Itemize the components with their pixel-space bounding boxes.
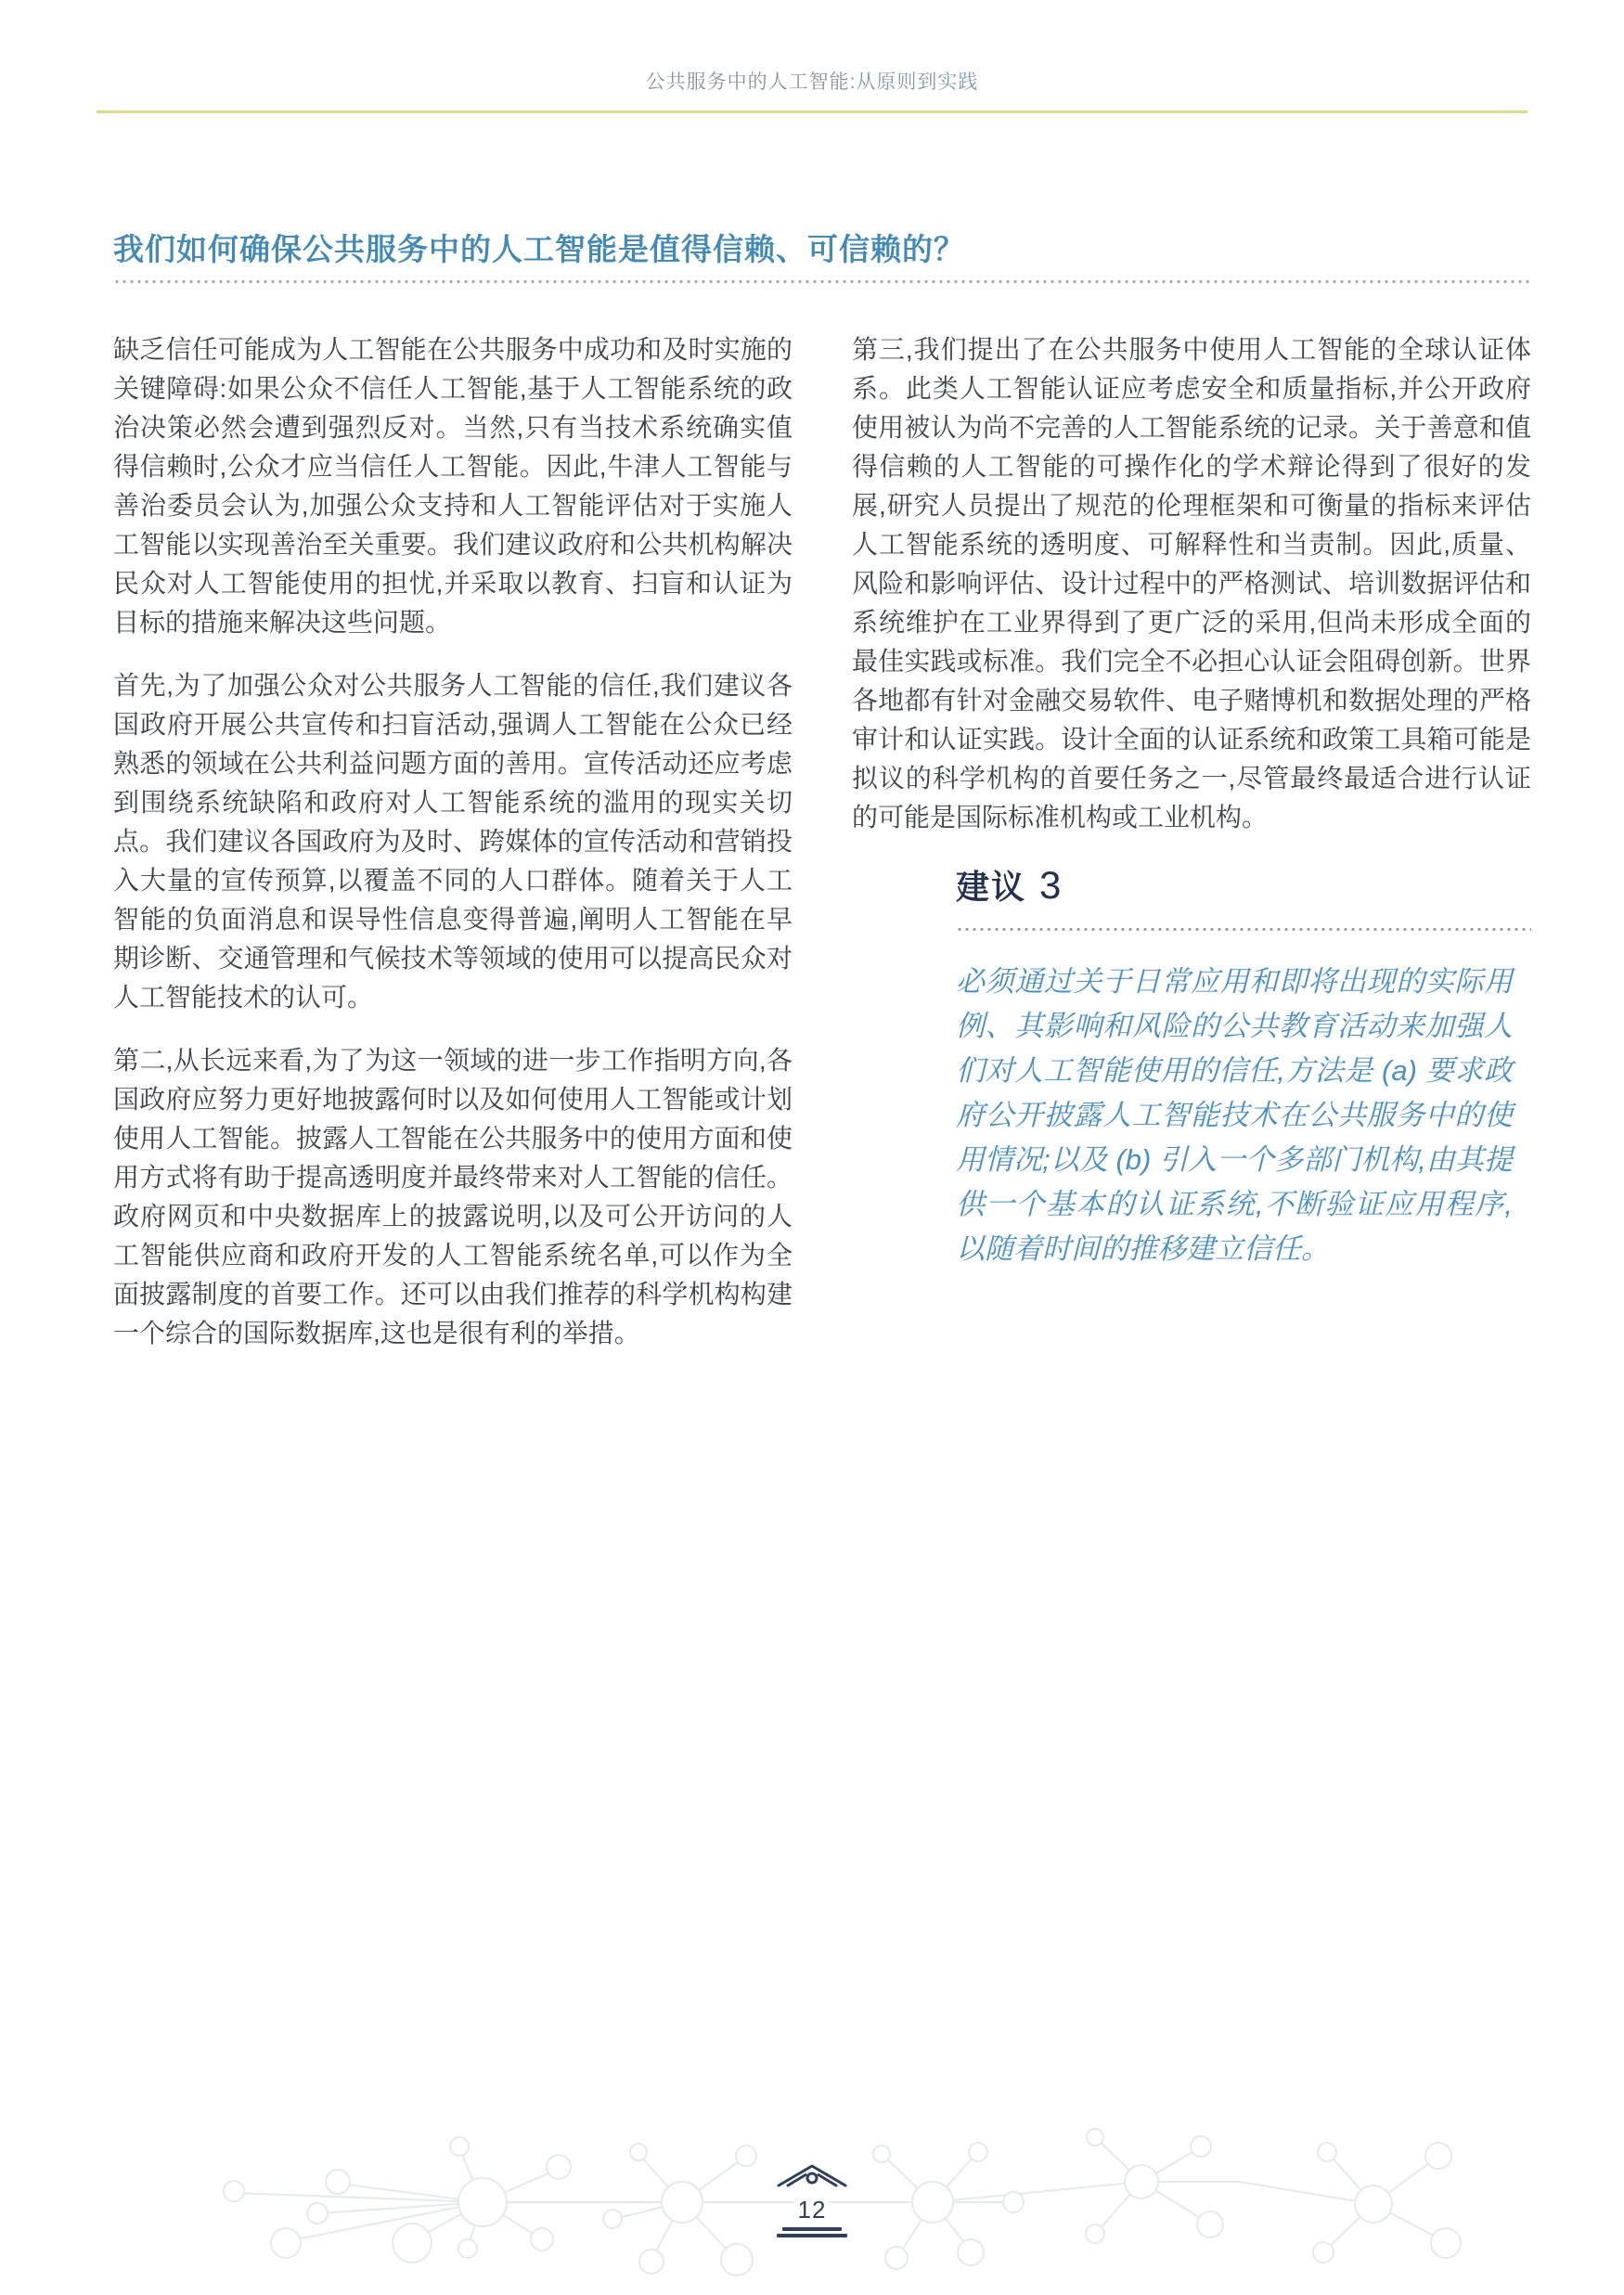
body-columns <box>113 330 1531 1377</box>
heading-dotted-divider <box>113 279 1531 284</box>
footer-rule-top <box>782 2227 842 2231</box>
recommendation-number: 3 <box>1039 863 1062 907</box>
header-divider-line <box>97 110 1527 113</box>
paragraph-first-recommendation: 首先,为了加强公众对公共服务人工智能的信任,我们建议各国政府开展公共宣传和扫盲活动,强调人工智能在公众已经熟悉的领域在公共利益问题方面的善用。宣传活动还应考虑到围绕系统缺陷和政府对人工智能系统的滥用的现实关切点。我们建议各国政府为及时、跨媒体的宣传活动和营销投入大量的宣传预算,以覆盖不同的人口群体。随着关于人工智能的负面消息和误导性信息变得普遍,阐明人工智能在早期诊断、交通管理和气候技术等领域的使用可以提高民众对人工智能技术的认可。 <box>113 671 793 1012</box>
recommendation-body-text: 必须通过关于日常应用和即将出现的实际用例、其影响和风险的公共教育活动来加强人们对人工智能使用的信任,方法是 (a) 要求政府公开披露人工智能技术在公共服务中的使用情况;以及 (b) 引入一个多部门机构,由其提供一个基本的认证系统,不断验证应用程序,以随着时间的推移建立信任。 <box>956 965 1513 1265</box>
running-header <box>0 67 1624 95</box>
paragraph-trust-barrier: 缺乏信任可能成为人工智能在公共服务中成功和及时实施的关键障碍:如果公众不信任人工智能,基于人工智能系统的政治决策必然会遭到强烈反对。当然,只有当技术系统确实值得信赖时,公众才应当信任人工智能。因此,牛津人工智能与善治委员会认为,加强公众支持和人工智能评估对于实施人工智能以实现善治至关重要。我们建议政府和公共机构解决民众对人工智能使用的担忧,并采取以教育、扫盲和认证为目标的措施来解决这些问题。 <box>113 335 793 637</box>
header-title-part2: 从原则到实践 <box>856 71 979 93</box>
page-footer <box>747 2160 877 2237</box>
institution-logo-icon <box>775 2160 849 2190</box>
recommendation-dotted-divider <box>956 927 1531 932</box>
right-column <box>852 330 1531 1377</box>
recommendation-3-block <box>852 861 1531 1271</box>
recommendation-label: 建议 <box>956 868 1027 906</box>
paragraph-second-recommendation: 第二,从长远来看,为了为这一领域的进一步工作指明方向,各国政府应努力更好地披露何时以及如何使用人工智能或计划使用人工智能。披露人工智能在公共服务中的使用方面和使用方式将有助于提高透明度并最终带来对人工智能的信任。政府网页和中央数据库上的披露说明,以及可公开访问的人工智能供应商和政府开发的人工智能系统名单,可以作为全面披露制度的首要工作。还可以由我们推荐的科学机构构建一个综合的国际数据库,这也是很有利的举措。 <box>113 1046 793 1347</box>
left-column <box>113 330 793 1377</box>
footer-rule-bottom <box>777 2234 847 2237</box>
recommendation-3-heading <box>956 861 1531 909</box>
page-number: 12 <box>797 2196 827 2224</box>
section-heading: 我们如何确保公共服务中的人工智能是值得信赖、可信赖的？ <box>113 232 965 266</box>
paragraph-third-recommendation: 第三,我们提出了在公共服务中使用人工智能的全球认证体系。此类人工智能认证应考虑安全和质量指标,并公开政府使用被认为尚不完善的人工智能系统的记录。关于善意和值得信赖的人工智能的可操作化的学术辩论得到了很好的发展,研究人员提出了规范的伦理框架和可衡量的指标来评估人工智能系统的透明度、可解释性和当责制。因此,质量、风险和影响评估、设计过程中的严格测试、培训数据评估和系统维护在工业界得到了更广泛的采用,但尚未形成全面的最佳实践或标准。我们完全不必担心认证会阻碍创新。世界各地都有针对金融交易软件、电子赌博机和数据处理的严格审计和认证实践。设计全面的认证系统和政策工具箱可能是拟议的科学机构的首要任务之一,尽管最终最适合进行认证的可能是国际标准机构或工业机构。 <box>852 335 1531 832</box>
header-title-part1: 公共服务中的人工智能: <box>645 71 857 93</box>
